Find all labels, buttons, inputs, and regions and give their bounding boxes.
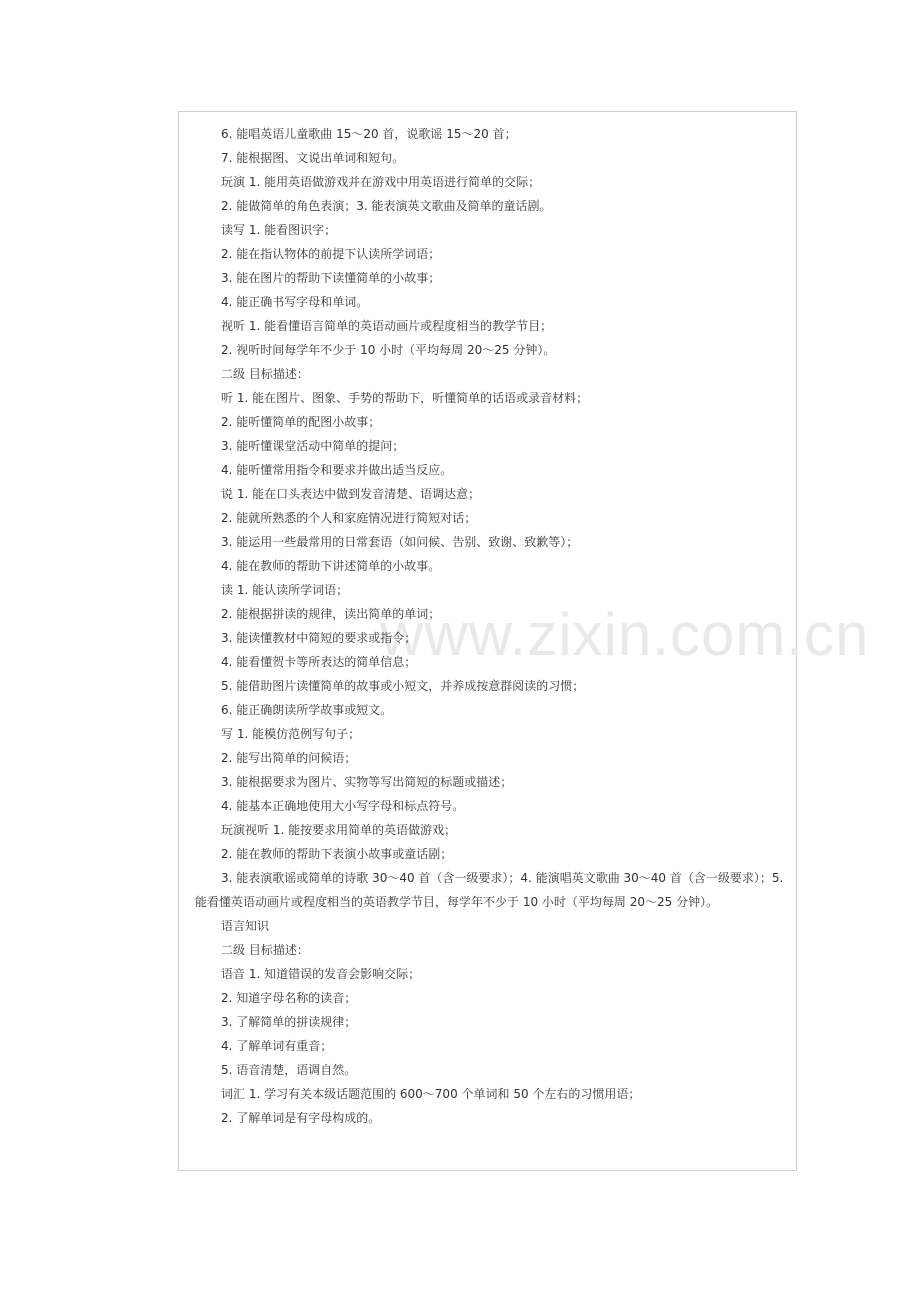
text-line: 2. 知道字母名称的读音； [221, 991, 357, 1005]
lines-after [195, 914, 788, 1130]
text-line: 4. 了解单词有重音； [221, 1039, 333, 1053]
text-line: 6. 能正确朗读所学故事或短文。 [221, 703, 393, 717]
text-line: 5. 语音清楚，语调自然。 [221, 1063, 357, 1077]
text-line: 4. 能在教师的帮助下讲述简单的小故事。 [221, 559, 441, 573]
text-line: 3. 能在图片的帮助下读懂简单的小故事； [221, 271, 441, 285]
text-line: 3. 能读懂教材中简短的要求或指令； [221, 631, 417, 645]
text-line: 2. 视听时间每学年不少于 10 小时（平均每周 20～25 分钟）。 [221, 343, 556, 357]
text-line: 2. 能在指认物体的前提下认读所学词语； [221, 247, 441, 261]
text-line: 读 1. 能认读所学词语； [221, 583, 349, 597]
text-line: 4. 能正确书写字母和单词。 [221, 295, 369, 309]
wrapped-paragraph: 3. 能表演歌谣或简单的诗歌 30～40 首（含一级要求）；4. 能演唱英文歌曲 30～40 首（含一级要求）；5. 能看懂英语动画片或程度相当的英语教学节目，每学年不少于 10 小时（平均每周 20～25 分钟）。 [195, 871, 784, 909]
text-line: 二级 目标描述： [221, 943, 309, 957]
document-body [195, 122, 788, 1130]
text-line: 2. 能根据拼读的规律，读出简单的单词； [221, 607, 441, 621]
text-line: 玩演 1. 能用英语做游戏并在游戏中用英语进行简单的交际； [221, 175, 541, 189]
text-line: 3. 能根据要求为图片、实物等写出简短的标题或描述； [221, 775, 513, 789]
text-line: 3. 了解简单的拼读规律； [221, 1015, 357, 1029]
text-line: 词汇 1. 学习有关本级话题范围的 600～700 个单词和 50 个左右的习惯用语； [221, 1087, 641, 1101]
text-line: 2. 能在教师的帮助下表演小故事或童话剧； [221, 847, 453, 861]
watermark: www.zixin.com.cn [380, 601, 870, 668]
text-line: 4. 能听懂常用指令和要求并做出适当反应。 [221, 463, 453, 477]
text-line: 玩演视听 1. 能按要求用简单的英语做游戏； [221, 823, 457, 837]
text-line: 2. 能就所熟悉的个人和家庭情况进行简短对话； [221, 511, 477, 525]
text-line: 语音 1. 知道错误的发音会影响交际； [221, 967, 421, 981]
text-line: 2. 能做简单的角色表演；3. 能表演英文歌曲及简单的童话剧。 [221, 199, 552, 213]
text-line: 2. 能写出简单的问候语； [221, 751, 357, 765]
text-line: 2. 能听懂简单的配图小故事； [221, 415, 381, 429]
text-line: 说 1. 能在口头表达中做到发音清楚、语调达意； [221, 487, 481, 501]
text-line: 视听 1. 能看懂语言简单的英语动画片或程度相当的教学节目； [221, 319, 553, 333]
text-line: 5. 能借助图片读懂简单的故事或小短文，并养成按意群阅读的习惯； [221, 679, 585, 693]
text-line: 3. 能运用一些最常用的日常套语（如问候、告别、致谢、致歉等）； [221, 535, 579, 549]
text-line: 二级 目标描述： [221, 367, 309, 381]
text-line: 3. 能听懂课堂活动中简单的提问； [221, 439, 405, 453]
text-line: 语言知识 [221, 919, 270, 933]
lines-before [195, 122, 788, 866]
text-line: 4. 能看懂贺卡等所表达的简单信息； [221, 655, 417, 669]
text-line: 4. 能基本正确地使用大小写字母和标点符号。 [221, 799, 465, 813]
text-line: 听 1. 能在图片、图象、手势的帮助下，听懂简单的话语或录音材料； [221, 391, 589, 405]
text-line: 读写 1. 能看图识字； [221, 223, 337, 237]
text-line: 6. 能唱英语儿童歌曲 15～20 首，说歌谣 15～20 首； [221, 127, 517, 141]
text-line: 写 1. 能模仿范例写句子； [221, 727, 361, 741]
text-line: 2. 了解单词是有字母构成的。 [221, 1111, 381, 1125]
text-line: 7. 能根据图、文说出单词和短句。 [221, 151, 405, 165]
